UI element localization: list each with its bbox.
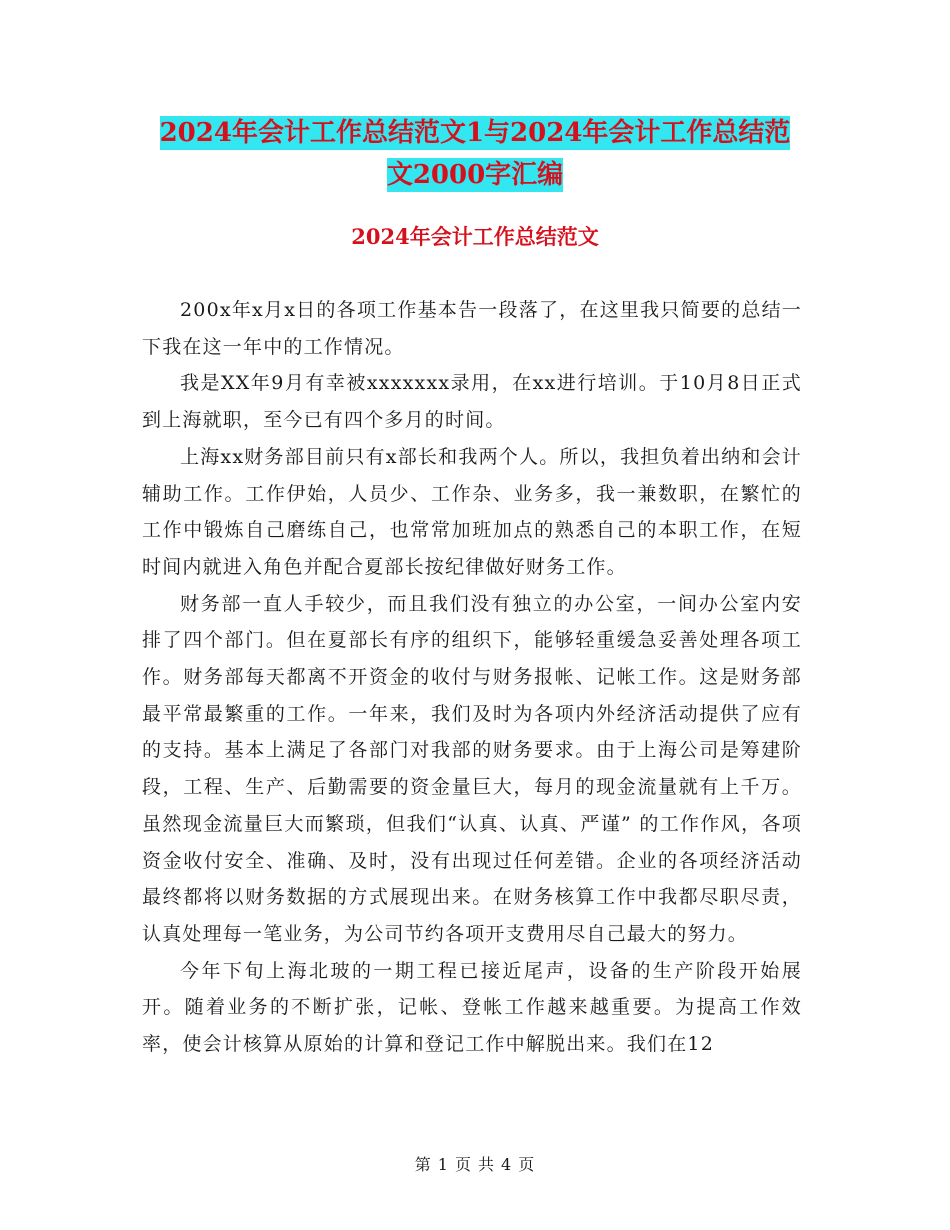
paragraph: 上海xx财务部目前只有x部长和我两个人。所以，我担负着出纳和会计辅助工作。工作伊始，人员少、工作杂、业务多，我一兼数职，在繁忙的工作中锻炼自己磨练自己，也常常加班加点的熟悉自己的本职工作，在短时间内就进入角色并配合夏部长按纪律做好财务工作。 — [142, 445, 802, 578]
paragraph: 财务部一直人手较少，而且我们没有独立的办公室，一间办公室内安排了四个部门。但在夏部长有序的组织下，能够轻重缓急妥善处理各项工作。财务部每天都离不开资金的收付与财务报帐、记帐工作。这是财务部最平常最繁重的工作。一年来，我们及时为各项内外经济活动提供了应有的支持。基本上满足了各部门对我部的财务要求。由于上海公司是筹建阶段，工程、生产、后勤需要的资金量巨大，每月的现金流量就有上千万。虽然现金流量巨大而繁琐，但我们“认真、认真、严谨” 的工作作风，各项资金收付安全、准确、及时，没有出现过任何差错。企业的各项经济活动最终都将以财务数据的方式展现出来。在财务核算工作中我都尽职尽责，认真处理每一笔业务，为公司节约各项开支费用尽自己最大的努力。 — [142, 592, 802, 945]
section-heading: 2024年会计工作总结范文 — [351, 224, 599, 249]
paragraph: 200x年x月x日的各项工作基本告一段落了，在这里我只简要的总结一下我在这一年中的工作情况。 — [142, 299, 802, 358]
title-line-2: 文2000字汇编 — [386, 160, 564, 190]
footer-suffix: 页 — [518, 1155, 536, 1174]
title-line-1: 2024年会计工作总结范文1与2024年会计工作总结范 — [159, 118, 791, 148]
footer-mid: 页 共 — [454, 1155, 496, 1174]
page-number: 1 — [437, 1155, 449, 1174]
footer-prefix: 第 — [414, 1155, 432, 1174]
total-pages: 4 — [501, 1155, 513, 1174]
page-footer — [0, 1152, 950, 1175]
paragraph: 我是XX年9月有幸被xxxxxxx录用，在xx进行培训。于10月8日正式到上海就职，至今已有四个多月的时间。 — [142, 372, 802, 432]
paragraph: 今年下旬上海北玻的一期工程已接近尾声，设备的生产阶段开始展开。随着业务的不断扩张，记帐、登帐工作越来越重要。为提高工作效率，使会计核算从原始的计算和登记工作中解脱出来。我们在12 — [142, 959, 802, 1056]
document-title — [140, 112, 810, 196]
document-body — [142, 292, 802, 1063]
